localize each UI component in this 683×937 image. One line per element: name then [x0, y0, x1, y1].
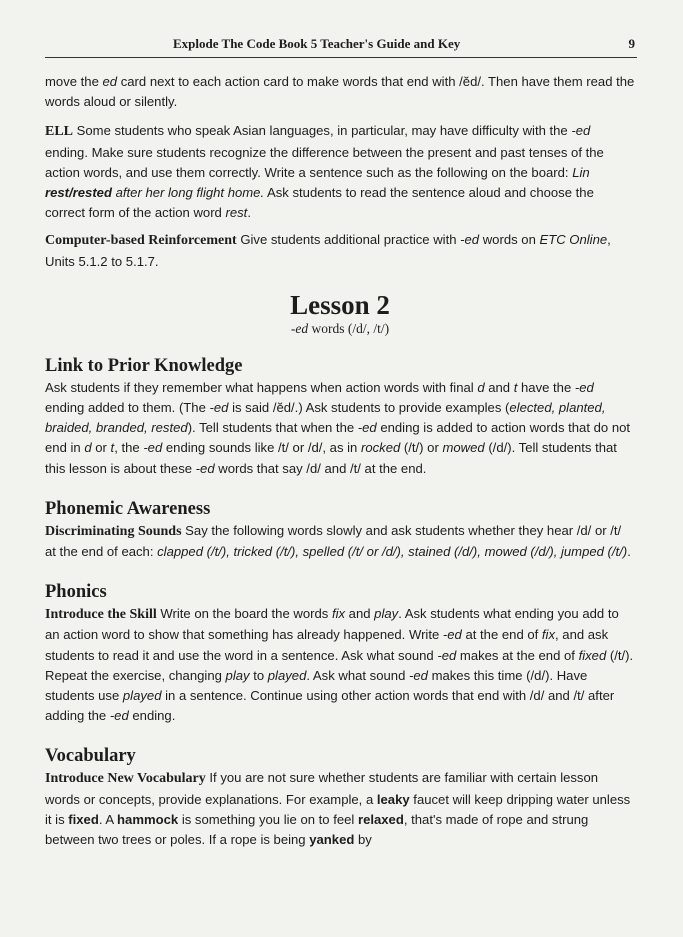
lesson-subtitle: -ed words (/d/, /t/) [290, 320, 390, 336]
computer-lead: Computer-based Reinforcement [45, 233, 237, 249]
introduce-vocabulary-lead: Introduce New Vocabulary [45, 771, 206, 787]
heading-link-to-prior-knowledge: Link to Prior Knowledge [45, 355, 243, 376]
vocabulary-paragraph: Introduce New Vocabulary If you are not sure whether students are familiar with certain lesson words or concepts, provide explanations. For example, a leaky faucet will keep dripping water unless it is fixed. A hammock is something you lie on to feel relaxed, that's made of rope and strung between two trees or poles. If a rope is being yanked by [45, 770, 631, 848]
page-number: 9 [628, 36, 635, 51]
intro-paragraph: move the ed card next to each action card to make words that end with /ĕd/. Then have them read the words aloud or silently. [45, 74, 635, 110]
phonemic-paragraph: Discriminating Sounds Say the following words slowly and ask students whether they hear /d/ or /t/ at the end of each: clapped (/t/), tricked (/t/), spelled (/t/ or /d/), stained (/d/), mowed (/d/), jumped (/t/). [45, 522, 631, 560]
header-rule [45, 57, 637, 58]
introduce-skill-lead: Introduce the Skill [45, 607, 157, 623]
book-title: Explode The Code Book 5 Teacher's Guide and Key [173, 36, 461, 51]
phonics-paragraph: Introduce the Skill Write on the board the words fix and play. Ask students what ending you add to an action word to show that something has already happened. Write -ed at the end of fix, and ask students to read it and use the word in a sentence. Ask what sound -ed makes at the end of fixed (/t/). Repeat the exercise, changing play to played. Ask what sound -ed makes this time (/d/). Have students use played in a sentence. Continue using other action words that end with /d/ and /t/ after adding the -ed ending. [45, 606, 634, 724]
heading-phonics: Phonics [45, 582, 107, 603]
ell-lead: ELL [45, 124, 74, 140]
discriminating-sounds-lead: Discriminating Sounds [45, 523, 182, 539]
main-content [45, 72, 635, 850]
heading-vocabulary: Vocabulary [45, 746, 136, 767]
lesson-title: Lesson 2 [290, 289, 390, 320]
ell-paragraph: ELL Some students who speak Asian languages, in particular, may have difficulty with the -ed ending. Make sure students recognize the difference between the present and past tenses of the action words, and use them correctly. Write a sentence such as the following on the board: Lin rest/rested after her long flight home. Ask students to read the sentence aloud and choose the correct form of the action word rest. [45, 123, 604, 221]
heading-phonemic-awareness: Phonemic Awareness [45, 498, 211, 519]
computer-reinforcement-paragraph: Computer-based Reinforcement Give students additional practice with -ed words on ETC Online, Units 5.1.2 to 5.1.7. [45, 232, 611, 269]
link-prior-paragraph: Ask students if they remember what happens when action words with final d and t have the -ed ending added to them. (The -ed is said /ĕd/.) Ask students to provide examples (elected, planted, braided, branded, rested). Tell students that when the -ed ending is added to action words that do not end in d or t, the -ed ending sounds like /t/ or /d/, as in rocked (/t/) or mowed (/d/). Tell students that this lesson is about these -ed words that say /d/ and /t/ at the end. [45, 379, 631, 476]
